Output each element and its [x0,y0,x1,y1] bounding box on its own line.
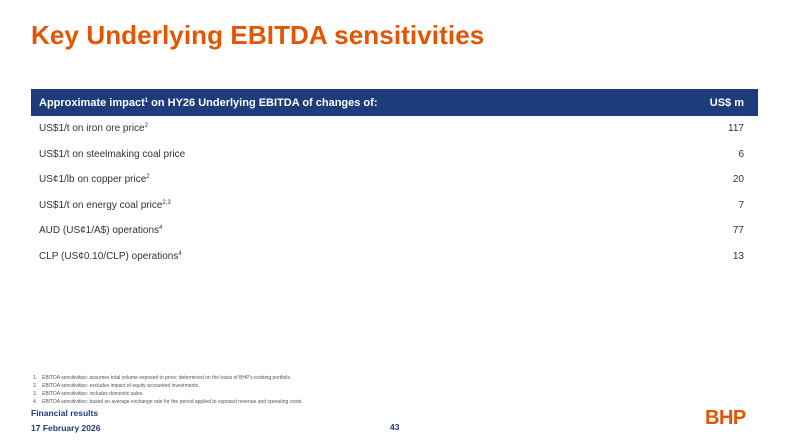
table-row [31,142,758,168]
row-value: 13 [732,250,744,262]
header-col-usm: US$ m [709,96,744,109]
table-row [31,193,758,219]
footnote-item: 1. EBITDA sensitivities: assumes total volume exposed to price; determined on the basis of BHP's existing portfolio. [33,375,292,381]
row-footnote-ref: 4 [178,250,182,257]
footnotes [33,374,303,406]
row-value: 117 [728,123,744,135]
row-footnote-ref: 2 [146,174,150,181]
row-label: US$1/t on energy coal price [39,199,163,211]
table-row [31,116,758,142]
row-footnote-ref: 2 [144,123,148,130]
row-value: 20 [732,174,744,186]
footer-title: Financial results [31,408,99,418]
row-value: 7 [738,199,744,211]
row-value: 77 [732,225,744,237]
row-label: CLP (US¢0.10/CLP) operations [39,250,179,262]
page-title: Key Underlying EBITDA sensitivities [31,20,485,50]
table-row [31,218,758,244]
footnote-item: 3. EBITDA sensitivities: includes domestic sales. [33,391,144,397]
header-footnote-ref: 1 [144,97,149,104]
table-header [31,89,758,116]
footer-date: 17 February 2026 [31,423,101,433]
row-label: US¢1/lb on copper price [39,174,147,186]
bhp-logo: BHP [705,407,746,429]
sensitivities-table [31,89,758,269]
table-row [31,244,758,270]
page-number: 43 [390,422,400,432]
table-row [31,167,758,193]
row-label: AUD (US¢1/A$) operations [39,225,160,237]
header-col-impact: Approximate impact$^1$ on HY26 Underlying EBITDA of changes of: [39,96,378,109]
row-footnote-ref: 4 [159,225,163,232]
row-value: 6 [738,148,744,160]
footnote-item: 4. EBITDA sensitivities: based on average exchange rate for the period applied to exposed revenue and operating costs. [33,399,303,405]
footnote-item: 2. EBITDA sensitivities: excludes impact of equity accounted investments. [33,383,200,389]
footer-info [31,407,100,434]
row-footnote-ref: 2,3 [162,199,171,206]
row-label: US$1/t on steelmaking coal price [39,148,186,160]
row-label: US$1/t on iron ore price [39,123,145,135]
